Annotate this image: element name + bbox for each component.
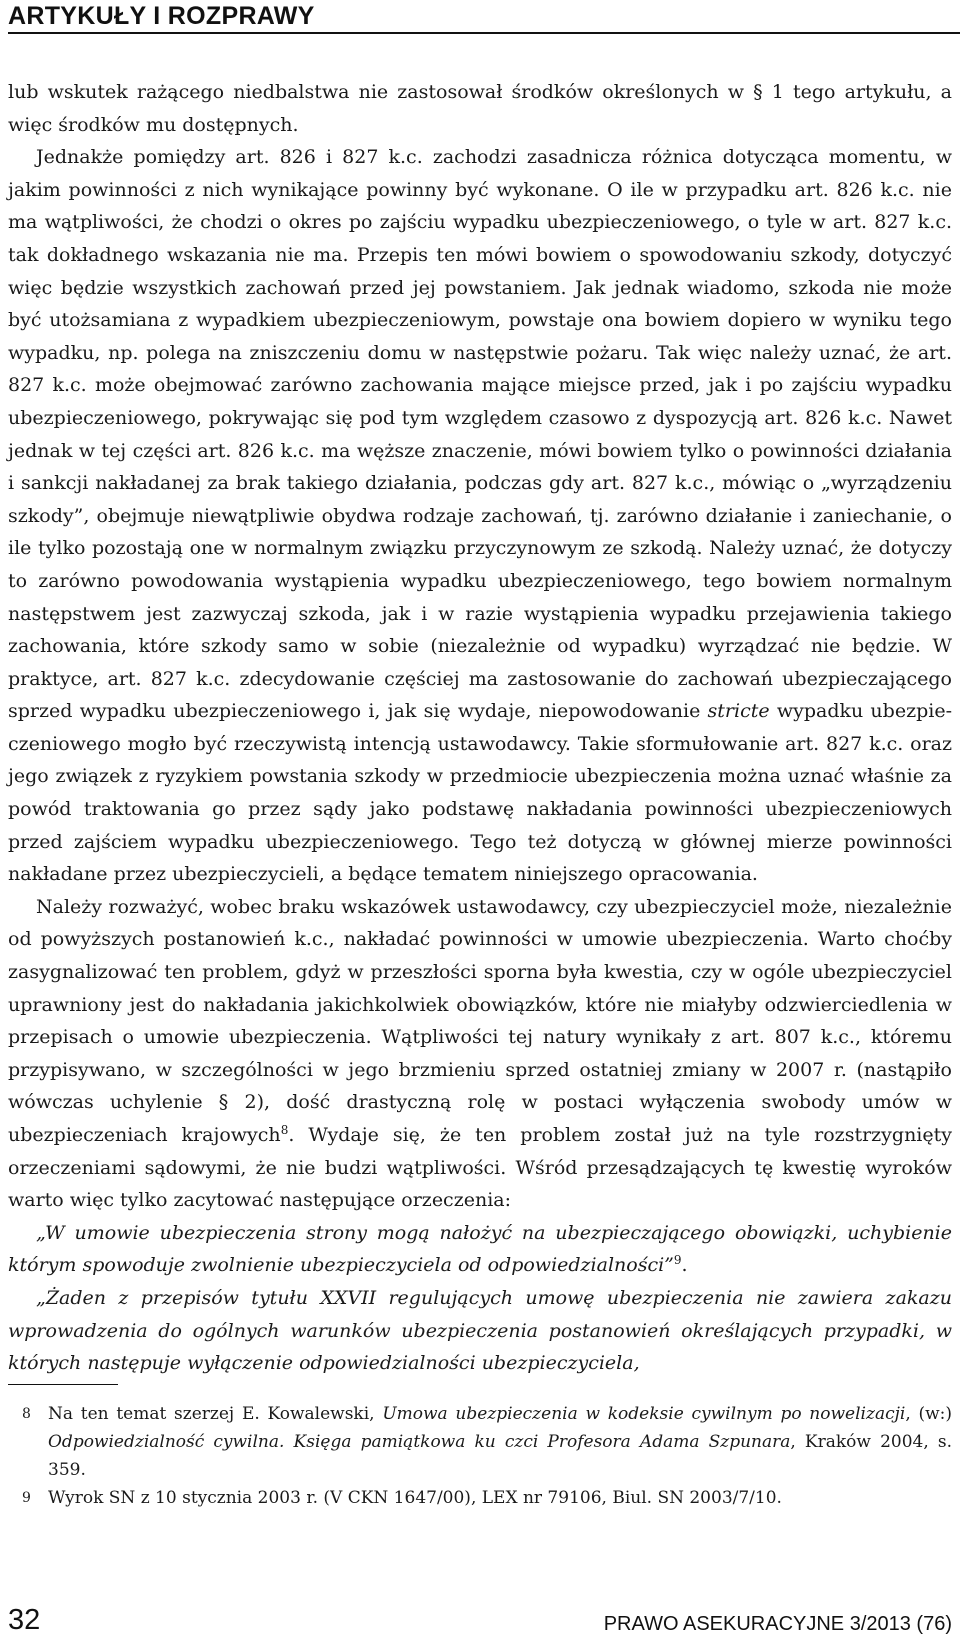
quoted-ruling [8,1282,952,1380]
text-segment: . [681,1254,688,1277]
text-segment: . Wydaje się, że ten problem został już na tyle rozstrzygnięty orzeczeniami sądowymi, że nie budzi wątpliwości. Wśród przesądzających tę kwestię wyroków warto więc tylko zacytować następujące orzeczenia: [8,1124,952,1212]
footnote-number: 8 [22,1406,31,1422]
text-segment: , Kraków 2004, s. 359. [48,1432,952,1480]
text-segment: Należy rozważyć, wobec braku wskazówek ustawodawcy, czy ubezpieczyciel może, niezależnie od powyższych postanowień k.c., nakładać powinności w umowie ubezpieczenia. Warto choćby zasygnalizować ten problem, gdyż w przeszłości sporna była kwestia, czy w ogóle ubezpieczyciel uprawniony jest do nakładania jakichkolwiek obowiązków, które nie miałyby odzwierciedlenia w przepisach o umowie ubezpieczenia. Wątpliwości tej natury wynikały z art. 807 k.c., któremu przypisywano, w szczególności w jego brzmieniu sprzed ostatniej zmiany w 2007 r. (nastąpiło wówczas uchylenie § 2), dość drastyczną rolę w postaci wyłączenia swobody umów w ubezpieczeniach krajowych [8,895,952,1146]
footnote-ref: 9 [673,1253,682,1268]
footnote [8,1400,952,1484]
text-segment: lub wskutek rażącego niedbalstwa nie zastosował środków określonych w § 1 tego artykułu, a więc środków mu dostępnych. [8,81,952,136]
footnote-number: 9 [22,1490,31,1506]
page-header [8,0,960,34]
paragraph [8,141,952,891]
text-segment: , (w:) [905,1404,952,1424]
section-title: ARTYKUŁY I ROZPRAWY [8,2,315,30]
article-body [8,76,952,1380]
paragraph [8,76,952,141]
journal-title: PRAWO ASEKURACYJNE 3/2013 (76) [603,1613,952,1635]
page-footer [8,1604,952,1646]
text-segment: Wyrok SN z 10 stycznia 2003 r. (V CKN 1647/00), LEX nr 79106, Biul. SN 2003/7/10. [48,1488,782,1508]
text-segment: Odpowiedzialność cywilna. Księga pamiątkowa ku czci Profesora Adama Szpunara [48,1432,791,1452]
paragraph [8,891,952,1217]
footnote-separator [8,1384,118,1385]
text-segment: Na ten temat szerzej E. Kowalewski, [48,1404,383,1424]
page-number: 32 [8,1604,41,1636]
text-segment: stricte [707,700,770,723]
text-segment: „W umowie ubezpieczenia strony mogą nałożyć na ubezpieczającego obowiązki, uchybienie którym spowoduje zwolnienie ubezpieczyciela od odpowiedzialności” [8,1221,952,1277]
text-segment: Umowa ubezpieczenia w kodeksie cywilnym po nowelizacji [382,1404,906,1424]
footnote [8,1484,952,1512]
text-segment: Jednakże pomiędzy art. 826 i 827 k.c. zachodzi zasadnicza różnica dotycząca momentu, w jakim powinności z nich wynikające powinny być wykonane. O ile w przypadku art. 826 k.c. nie ma wątpliwości, że chodzi o okres po zajściu wypadku ubezpieczeniowego, o tyle w art. 827 k.c. tak dokładnego wskazania nie ma. Przepis ten mówi bowiem o spowodowaniu szkody, dotyczyć więc będzie wszystkich zachowań przed jej powstaniem. Jak jednak wiadomo, szkoda nie może być utożsamiana z wypadkiem ubezpieczeniowym, powstaje ona bowiem dopiero w wyniku tego wypadku, np. polega na zniszczeniu domu w następstwie pożaru. Tak więc należy uznać, że art. 827 k.c. może obejmować zarówno zachowania mające miejsce przed, jak i po zajściu wypadku ubezpieczeniowego, pokrywając się pod tym względem czasowo z dyspozycją art. 826 k.c. Nawet jednak w tej części art. 826 k.c. ma węższe znaczenie, mówi bowiem tylko o powinności działania i sankcji nakładanej za brak takiego działania, podczas gdy art. 827 k.c., mówiąc o „wyrządzeniu szkody”, obejmuje niewątpliwie obydwa rodzaje zachowań, tj. zarówno działanie i zaniechanie, o ile tylko pozostają one w normalnym związku przyczynowym ze szkodą. Należy uznać, że dotyczy to zarówno powodowania wystąpienia wypadku ubezpieczeniowego, tego bowiem normalnym następstwem jest zazwyczaj szkoda, jak i w razie wystąpienia wypadku przejawienia takiego zachowania, które szkody samo w sobie (niezależnie od wypadku) wyrządzać nie będzie. W praktyce, art. 827 k.c. zdecydowanie częściej ma zastosowanie do zachowań ubezpieczającego sprzed wypadku ubezpieczeniowego i, jak się wydaje, niepowodowanie [8,146,952,723]
quoted-ruling [8,1217,952,1282]
text-segment: wypadku ubezpieczeniowego mogło być rzeczywistą intencją ustawodawcy. Takie sformułowanie art. 827 k.c. oraz jego związek z ryzykiem powstania szkody w przedmiocie ubezpieczenia można uznać właśnie za powód traktowania go przez sądy jako podstawę nakładania powinności ubezpieczeniowych przed zajściem wypadku ubezpieczeniowego. Tego też dotyczą w głównej mierze powinności nakładane przez ubezpieczycieli, a będące tematem niniejszego opracowania. [8,700,952,886]
footnotes [8,1400,952,1512]
header-rule [8,32,960,34]
footnote-ref: 8 [280,1123,289,1137]
text-segment: „Żaden z przepisów tytułu XXVII regulujących umowę ubezpieczenia nie zawiera zakazu wprowadzenia do ogólnych warunków ubezpieczenia postanowień określających przypadki, w których następuje wyłączenie odpowiedzialności ubezpieczyciela, [8,1286,952,1375]
